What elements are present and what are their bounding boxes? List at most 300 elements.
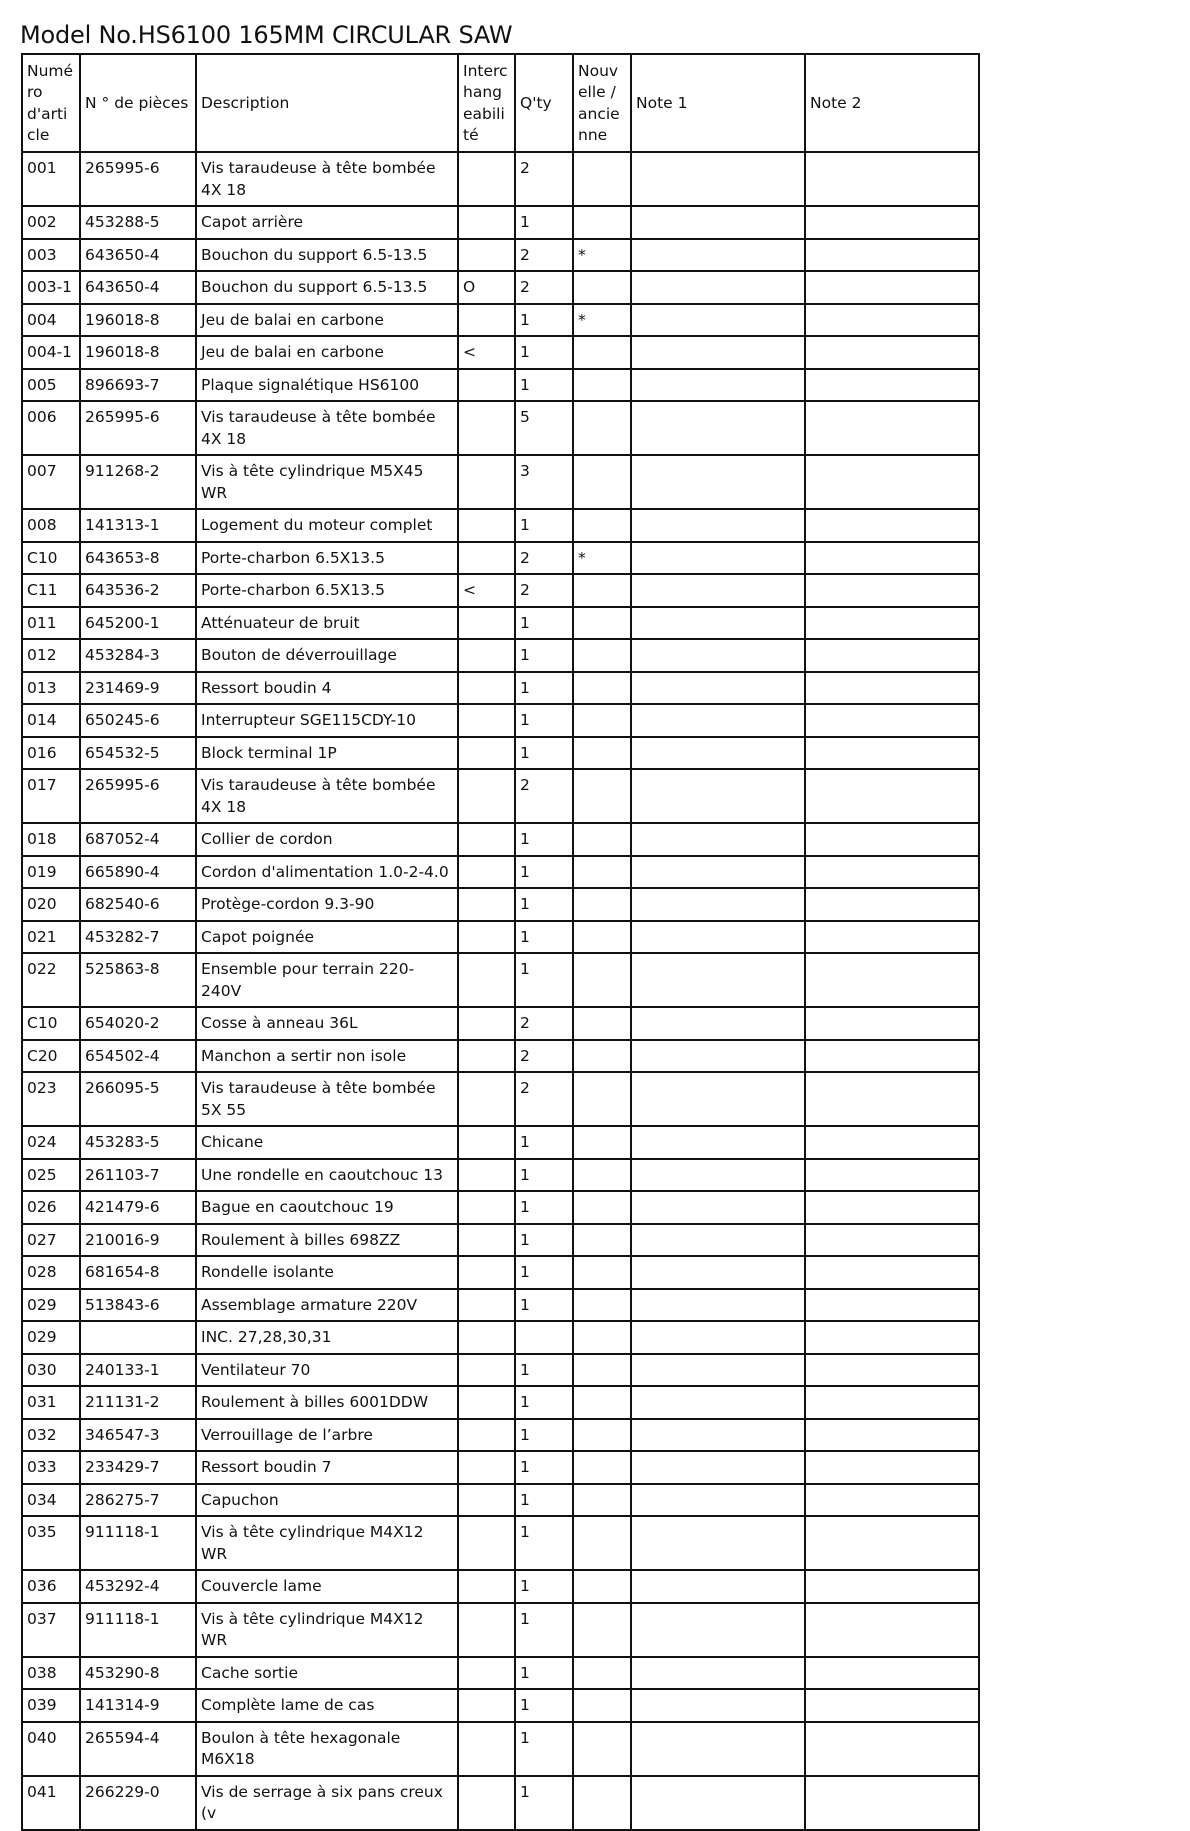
cell-part-number: 682540-6 <box>80 888 196 921</box>
cell-description: Assemblage armature 220V <box>196 1289 458 1322</box>
cell-note-1 <box>631 1321 805 1354</box>
cell-item-number: 001 <box>22 152 80 206</box>
cell-note-2 <box>805 1289 979 1322</box>
cell-item-number: 017 <box>22 769 80 823</box>
cell-note-2 <box>805 574 979 607</box>
cell-interchangeability <box>458 1321 515 1354</box>
table-row <box>22 1126 979 1159</box>
cell-part-number: 687052-4 <box>80 823 196 856</box>
cell-description: Vis taraudeuse à tête bombée 4X 18 <box>196 401 458 455</box>
cell-part-number: 896693-7 <box>80 369 196 402</box>
cell-new-old: * <box>573 542 631 575</box>
cell-interchangeability <box>458 1689 515 1722</box>
cell-part-number: 261103-7 <box>80 1159 196 1192</box>
cell-note-2 <box>805 1570 979 1603</box>
cell-item-number: C10 <box>22 542 80 575</box>
table-row <box>22 1191 979 1224</box>
table-row <box>22 1354 979 1387</box>
cell-description: Capot arrière <box>196 206 458 239</box>
col-header-part-number: N ° de pièces <box>80 54 196 152</box>
cell-interchangeability <box>458 823 515 856</box>
table-row <box>22 1657 979 1690</box>
cell-interchangeability <box>458 704 515 737</box>
cell-description: Ensemble pour terrain 220-240V <box>196 953 458 1007</box>
cell-description: Bouchon du support 6.5-13.5 <box>196 271 458 304</box>
cell-part-number: 266095-5 <box>80 1072 196 1126</box>
cell-interchangeability <box>458 509 515 542</box>
cell-note-1 <box>631 1354 805 1387</box>
cell-item-number: 026 <box>22 1191 80 1224</box>
cell-description: Plaque signalétique HS6100 <box>196 369 458 402</box>
cell-quantity: 1 <box>515 1657 573 1690</box>
cell-part-number: 911268-2 <box>80 455 196 509</box>
cell-part-number: 665890-4 <box>80 856 196 889</box>
cell-note-1 <box>631 1776 805 1830</box>
table-row <box>22 574 979 607</box>
cell-interchangeability <box>458 888 515 921</box>
cell-note-2 <box>805 639 979 672</box>
cell-new-old <box>573 1072 631 1126</box>
cell-part-number: 141314-9 <box>80 1689 196 1722</box>
table-row <box>22 672 979 705</box>
cell-interchangeability <box>458 1191 515 1224</box>
cell-item-number: 034 <box>22 1484 80 1517</box>
cell-part-number: 266229-0 <box>80 1776 196 1830</box>
cell-description: Cordon d'alimentation 1.0-2-4.0 <box>196 856 458 889</box>
cell-item-number: 040 <box>22 1722 80 1776</box>
table-row <box>22 206 979 239</box>
cell-new-old <box>573 1689 631 1722</box>
cell-interchangeability <box>458 1570 515 1603</box>
cell-note-1 <box>631 1516 805 1570</box>
cell-quantity: 1 <box>515 1419 573 1452</box>
cell-description: Roulement à billes 6001DDW <box>196 1386 458 1419</box>
cell-part-number: 196018-8 <box>80 336 196 369</box>
cell-part-number: 654020-2 <box>80 1007 196 1040</box>
cell-new-old <box>573 1776 631 1830</box>
cell-note-2 <box>805 1776 979 1830</box>
table-row <box>22 823 979 856</box>
cell-new-old <box>573 574 631 607</box>
col-header-quantity: Q'ty <box>515 54 573 152</box>
cell-part-number: 654502-4 <box>80 1040 196 1073</box>
cell-quantity: 1 <box>515 369 573 402</box>
cell-description: Vis à tête cylindrique M4X12 WR <box>196 1603 458 1657</box>
cell-new-old <box>573 921 631 954</box>
cell-quantity: 1 <box>515 823 573 856</box>
cell-quantity: 1 <box>515 1191 573 1224</box>
cell-description: INC. 27,28,30,31 <box>196 1321 458 1354</box>
table-row <box>22 152 979 206</box>
cell-note-2 <box>805 921 979 954</box>
cell-new-old <box>573 1289 631 1322</box>
table-row <box>22 704 979 737</box>
cell-item-number: 020 <box>22 888 80 921</box>
cell-note-2 <box>805 239 979 272</box>
table-row <box>22 1603 979 1657</box>
cell-item-number: 038 <box>22 1657 80 1690</box>
cell-description: Ressort boudin 4 <box>196 672 458 705</box>
cell-new-old: * <box>573 239 631 272</box>
cell-item-number: 025 <box>22 1159 80 1192</box>
cell-quantity: 1 <box>515 1256 573 1289</box>
cell-note-2 <box>805 737 979 770</box>
cell-note-1 <box>631 1722 805 1776</box>
cell-note-1 <box>631 1072 805 1126</box>
cell-part-number: 211131-2 <box>80 1386 196 1419</box>
cell-description: Complète lame de cas <box>196 1689 458 1722</box>
cell-interchangeability <box>458 304 515 337</box>
cell-note-1 <box>631 542 805 575</box>
table-row <box>22 1451 979 1484</box>
cell-quantity: 1 <box>515 1689 573 1722</box>
cell-note-2 <box>805 1321 979 1354</box>
table-row <box>22 856 979 889</box>
cell-note-1 <box>631 1126 805 1159</box>
cell-item-number: 019 <box>22 856 80 889</box>
cell-note-1 <box>631 304 805 337</box>
cell-note-1 <box>631 1451 805 1484</box>
cell-part-number: 453288-5 <box>80 206 196 239</box>
cell-interchangeability <box>458 206 515 239</box>
cell-note-1 <box>631 509 805 542</box>
cell-note-1 <box>631 1657 805 1690</box>
cell-quantity: 1 <box>515 737 573 770</box>
cell-part-number: 265594-4 <box>80 1722 196 1776</box>
cell-note-1 <box>631 856 805 889</box>
cell-interchangeability <box>458 1289 515 1322</box>
cell-new-old <box>573 1126 631 1159</box>
cell-interchangeability <box>458 1451 515 1484</box>
cell-quantity: 2 <box>515 574 573 607</box>
cell-note-1 <box>631 1570 805 1603</box>
cell-part-number: 513843-6 <box>80 1289 196 1322</box>
table-row <box>22 401 979 455</box>
cell-note-2 <box>805 856 979 889</box>
cell-quantity: 1 <box>515 304 573 337</box>
cell-note-1 <box>631 574 805 607</box>
cell-quantity: 1 <box>515 1451 573 1484</box>
cell-note-1 <box>631 1040 805 1073</box>
cell-item-number: 016 <box>22 737 80 770</box>
col-header-note-1: Note 1 <box>631 54 805 152</box>
cell-new-old <box>573 206 631 239</box>
cell-item-number: 032 <box>22 1419 80 1452</box>
cell-quantity: 2 <box>515 1072 573 1126</box>
col-header-interchangeability: Interchangeabilité <box>458 54 515 152</box>
cell-interchangeability <box>458 1159 515 1192</box>
cell-interchangeability <box>458 856 515 889</box>
cell-item-number: 006 <box>22 401 80 455</box>
cell-note-2 <box>805 152 979 206</box>
cell-note-2 <box>805 455 979 509</box>
cell-part-number: 233429-7 <box>80 1451 196 1484</box>
cell-interchangeability <box>458 1126 515 1159</box>
cell-note-1 <box>631 672 805 705</box>
cell-new-old <box>573 1484 631 1517</box>
cell-note-2 <box>805 1657 979 1690</box>
table-row <box>22 239 979 272</box>
table-row <box>22 1256 979 1289</box>
cell-new-old <box>573 639 631 672</box>
cell-quantity: 1 <box>515 1570 573 1603</box>
cell-quantity: 1 <box>515 1289 573 1322</box>
cell-item-number: 012 <box>22 639 80 672</box>
cell-part-number: 240133-1 <box>80 1354 196 1387</box>
cell-note-2 <box>805 607 979 640</box>
cell-interchangeability <box>458 921 515 954</box>
table-row <box>22 1159 979 1192</box>
cell-interchangeability <box>458 1516 515 1570</box>
cell-item-number: 003-1 <box>22 271 80 304</box>
cell-description: Capuchon <box>196 1484 458 1517</box>
cell-note-1 <box>631 206 805 239</box>
cell-new-old: * <box>573 304 631 337</box>
cell-item-number: 011 <box>22 607 80 640</box>
cell-part-number: 643650-4 <box>80 271 196 304</box>
cell-new-old <box>573 1040 631 1073</box>
parts-table-body <box>22 152 979 1830</box>
cell-part-number: 453290-8 <box>80 1657 196 1690</box>
table-row <box>22 542 979 575</box>
table-row <box>22 271 979 304</box>
cell-quantity: 1 <box>515 1484 573 1517</box>
table-row <box>22 369 979 402</box>
table-row <box>22 336 979 369</box>
cell-quantity: 1 <box>515 639 573 672</box>
cell-interchangeability <box>458 672 515 705</box>
cell-item-number: 003 <box>22 239 80 272</box>
cell-interchangeability: O <box>458 271 515 304</box>
cell-item-number: 018 <box>22 823 80 856</box>
table-row <box>22 953 979 1007</box>
cell-note-2 <box>805 1191 979 1224</box>
cell-interchangeability <box>458 1386 515 1419</box>
cell-note-2 <box>805 1256 979 1289</box>
cell-interchangeability <box>458 737 515 770</box>
cell-quantity: 1 <box>515 1126 573 1159</box>
cell-note-1 <box>631 369 805 402</box>
cell-interchangeability: < <box>458 574 515 607</box>
cell-part-number: 210016-9 <box>80 1224 196 1257</box>
cell-new-old <box>573 509 631 542</box>
cell-item-number: 037 <box>22 1603 80 1657</box>
cell-description: Rondelle isolante <box>196 1256 458 1289</box>
cell-quantity: 1 <box>515 1224 573 1257</box>
cell-quantity: 1 <box>515 921 573 954</box>
cell-note-2 <box>805 1419 979 1452</box>
cell-description: Jeu de balai en carbone <box>196 336 458 369</box>
cell-note-2 <box>805 1354 979 1387</box>
table-row <box>22 737 979 770</box>
cell-note-2 <box>805 769 979 823</box>
cell-item-number: 029 <box>22 1289 80 1322</box>
cell-part-number: 654532-5 <box>80 737 196 770</box>
cell-item-number: C20 <box>22 1040 80 1073</box>
cell-interchangeability <box>458 1256 515 1289</box>
cell-interchangeability <box>458 1722 515 1776</box>
table-row <box>22 1419 979 1452</box>
cell-note-1 <box>631 1689 805 1722</box>
cell-new-old <box>573 401 631 455</box>
cell-note-2 <box>805 369 979 402</box>
cell-note-2 <box>805 206 979 239</box>
col-header-note-2: Note 2 <box>805 54 979 152</box>
cell-note-1 <box>631 1419 805 1452</box>
table-row <box>22 607 979 640</box>
cell-new-old <box>573 1603 631 1657</box>
cell-note-2 <box>805 1072 979 1126</box>
cell-part-number: 681654-8 <box>80 1256 196 1289</box>
cell-note-2 <box>805 704 979 737</box>
cell-quantity: 2 <box>515 239 573 272</box>
cell-part-number: 141313-1 <box>80 509 196 542</box>
cell-interchangeability <box>458 1657 515 1690</box>
cell-new-old <box>573 1386 631 1419</box>
table-row <box>22 1224 979 1257</box>
cell-item-number: 013 <box>22 672 80 705</box>
cell-note-1 <box>631 953 805 1007</box>
cell-description: Cosse à anneau 36L <box>196 1007 458 1040</box>
cell-note-1 <box>631 1289 805 1322</box>
cell-new-old <box>573 1419 631 1452</box>
cell-new-old <box>573 1722 631 1776</box>
table-header-row <box>22 54 979 152</box>
cell-description: Ressort boudin 7 <box>196 1451 458 1484</box>
cell-note-2 <box>805 1516 979 1570</box>
cell-new-old <box>573 271 631 304</box>
cell-interchangeability <box>458 1354 515 1387</box>
cell-item-number: C11 <box>22 574 80 607</box>
cell-description: Porte-charbon 6.5X13.5 <box>196 542 458 575</box>
cell-description: Protège-cordon 9.3-90 <box>196 888 458 921</box>
cell-description: Jeu de balai en carbone <box>196 304 458 337</box>
cell-quantity: 1 <box>515 1386 573 1419</box>
cell-item-number: 036 <box>22 1570 80 1603</box>
cell-part-number: 453292-4 <box>80 1570 196 1603</box>
cell-part-number: 643650-4 <box>80 239 196 272</box>
cell-note-2 <box>805 1386 979 1419</box>
cell-note-2 <box>805 1603 979 1657</box>
cell-part-number: 643653-8 <box>80 542 196 575</box>
cell-description: Roulement à billes 698ZZ <box>196 1224 458 1257</box>
table-row <box>22 888 979 921</box>
cell-item-number: 008 <box>22 509 80 542</box>
cell-item-number: C10 <box>22 1007 80 1040</box>
cell-item-number: 024 <box>22 1126 80 1159</box>
cell-part-number: 286275-7 <box>80 1484 196 1517</box>
cell-new-old <box>573 856 631 889</box>
table-row <box>22 639 979 672</box>
cell-quantity: 1 <box>515 1159 573 1192</box>
cell-description: Capot poignée <box>196 921 458 954</box>
cell-part-number: 346547-3 <box>80 1419 196 1452</box>
cell-new-old <box>573 1256 631 1289</box>
cell-note-1 <box>631 921 805 954</box>
cell-quantity: 5 <box>515 401 573 455</box>
cell-new-old <box>573 1354 631 1387</box>
col-header-description: Description <box>196 54 458 152</box>
table-row <box>22 1776 979 1830</box>
cell-part-number <box>80 1321 196 1354</box>
cell-quantity: 1 <box>515 1722 573 1776</box>
cell-part-number: 421479-6 <box>80 1191 196 1224</box>
cell-item-number: 021 <box>22 921 80 954</box>
cell-item-number: 028 <box>22 1256 80 1289</box>
cell-interchangeability <box>458 369 515 402</box>
table-row <box>22 1386 979 1419</box>
table-row <box>22 769 979 823</box>
cell-interchangeability <box>458 1484 515 1517</box>
cell-new-old <box>573 455 631 509</box>
cell-item-number: 027 <box>22 1224 80 1257</box>
cell-description: Atténuateur de bruit <box>196 607 458 640</box>
cell-note-2 <box>805 336 979 369</box>
cell-note-2 <box>805 271 979 304</box>
cell-part-number: 196018-8 <box>80 304 196 337</box>
cell-quantity: 2 <box>515 769 573 823</box>
cell-note-2 <box>805 401 979 455</box>
cell-quantity: 1 <box>515 1516 573 1570</box>
cell-quantity: 2 <box>515 152 573 206</box>
table-row <box>22 509 979 542</box>
cell-new-old <box>573 1007 631 1040</box>
cell-description: Block terminal 1P <box>196 737 458 770</box>
table-row <box>22 1484 979 1517</box>
cell-interchangeability <box>458 455 515 509</box>
cell-quantity: 1 <box>515 206 573 239</box>
cell-description: Vis taraudeuse à tête bombée 5X 55 <box>196 1072 458 1126</box>
cell-note-1 <box>631 271 805 304</box>
table-row <box>22 1072 979 1126</box>
cell-new-old <box>573 672 631 705</box>
cell-item-number: 023 <box>22 1072 80 1126</box>
cell-note-1 <box>631 1386 805 1419</box>
cell-item-number: 030 <box>22 1354 80 1387</box>
cell-part-number: 265995-6 <box>80 152 196 206</box>
cell-note-2 <box>805 953 979 1007</box>
cell-description: Manchon a sertir non isole <box>196 1040 458 1073</box>
table-row <box>22 455 979 509</box>
cell-new-old <box>573 1159 631 1192</box>
cell-description: Couvercle lame <box>196 1570 458 1603</box>
cell-note-1 <box>631 1256 805 1289</box>
cell-quantity: 1 <box>515 1603 573 1657</box>
cell-note-2 <box>805 888 979 921</box>
cell-item-number: 004 <box>22 304 80 337</box>
cell-note-2 <box>805 1224 979 1257</box>
cell-note-1 <box>631 823 805 856</box>
cell-quantity: 2 <box>515 1040 573 1073</box>
cell-new-old <box>573 737 631 770</box>
cell-item-number: 035 <box>22 1516 80 1570</box>
cell-part-number: 231469-9 <box>80 672 196 705</box>
cell-interchangeability: < <box>458 336 515 369</box>
table-row <box>22 1516 979 1570</box>
cell-interchangeability <box>458 1007 515 1040</box>
parts-table <box>21 53 980 1831</box>
cell-interchangeability <box>458 239 515 272</box>
table-row <box>22 1321 979 1354</box>
cell-note-2 <box>805 823 979 856</box>
cell-new-old <box>573 152 631 206</box>
cell-note-1 <box>631 1191 805 1224</box>
cell-part-number: 911118-1 <box>80 1516 196 1570</box>
cell-note-2 <box>805 1040 979 1073</box>
cell-item-number: 041 <box>22 1776 80 1830</box>
cell-note-2 <box>805 304 979 337</box>
cell-note-2 <box>805 1159 979 1192</box>
